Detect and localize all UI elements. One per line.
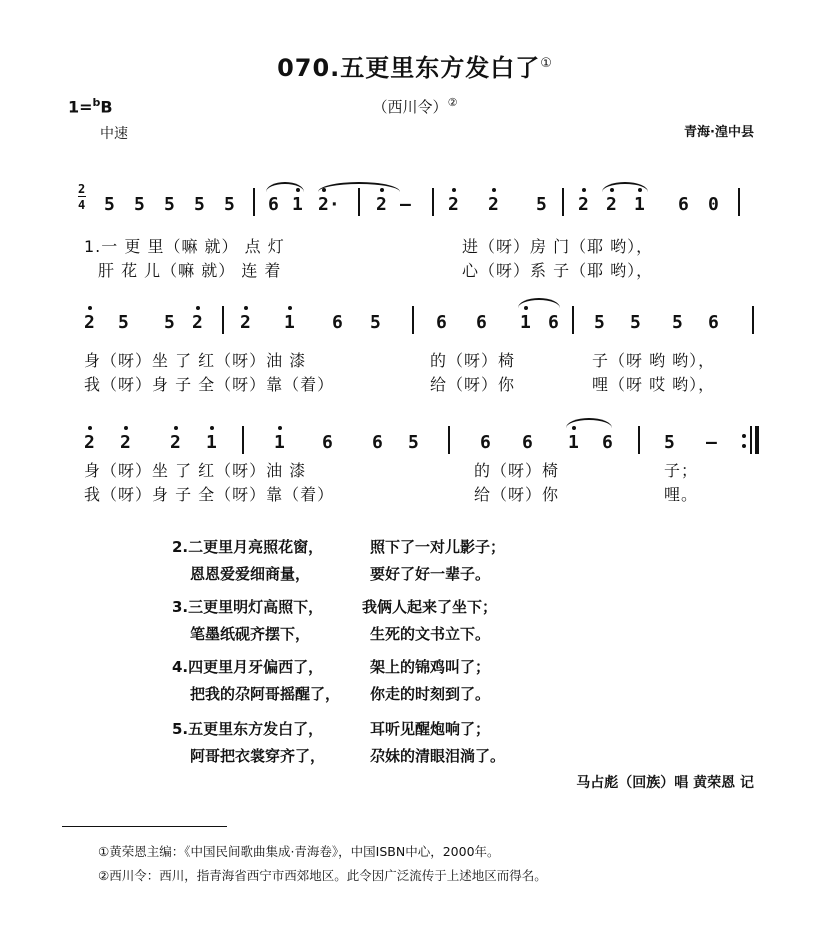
- bar-line: [638, 426, 640, 454]
- note: 1: [284, 312, 295, 333]
- verse-4-line-2a: 把我的尕阿哥摇醒了，: [190, 685, 341, 703]
- high-octave-dot: [244, 306, 248, 310]
- note: 6: [268, 194, 279, 215]
- bar-line: [412, 306, 414, 334]
- notation-line-1: [78, 182, 758, 224]
- note: 2: [84, 432, 95, 453]
- verse-5-line-1a: 5.五更里东方发白了，: [172, 720, 324, 738]
- verse-2-line-1b: 照下了一对儿影子；: [370, 538, 506, 556]
- verse-5-line-2b: 尕妹的清眼泪淌了。: [370, 747, 506, 765]
- slur: [602, 182, 648, 192]
- notation-line-2: [78, 312, 758, 342]
- note: 2: [240, 312, 251, 333]
- lyric-line-1b: 肝 花 儿（嘛 就） 连 着: [98, 261, 282, 280]
- song-subtitle: （西川令）②: [372, 96, 458, 116]
- note: 2: [192, 312, 203, 333]
- footnote-1: ①黄荣恩主编：《中国民间歌曲集成·青海卷》，中国ISBN中心，2000年。: [98, 844, 500, 859]
- bar-line: [572, 306, 574, 334]
- time-signature-bottom: 4: [78, 198, 86, 212]
- note: 5: [118, 312, 129, 333]
- verse-3-line-1a: 3.三更里明灯高照下，: [172, 598, 324, 616]
- verse-2-line-2b: 要好了好一辈子。: [370, 565, 491, 583]
- note: 5: [104, 194, 115, 215]
- lyric-line-2b-end: 哩（呀 哎 哟），: [592, 375, 716, 394]
- footnote-2: ②西川令：西川，指青海省西宁市西郊地区。此令因广泛流传于上述地区而得名。: [98, 868, 547, 883]
- note: 2: [606, 194, 617, 215]
- lyric-line-3b-end: 哩。: [664, 485, 699, 504]
- high-octave-dot: [492, 188, 496, 192]
- lyric-line-3b: 我（呀）身 子 全（呀）靠（着）: [84, 485, 335, 504]
- note: –: [706, 432, 717, 453]
- verse-3-line-1b: 我俩人起来了坐下；: [362, 598, 498, 616]
- verse-2-line-1a: 2.二更里月亮照花窗，: [172, 538, 324, 556]
- subtitle-footnote-mark: ②: [447, 96, 458, 109]
- high-octave-dot: [210, 426, 214, 430]
- note: 6: [548, 312, 559, 333]
- note: 6: [436, 312, 447, 333]
- note: 6: [476, 312, 487, 333]
- note: 5: [194, 194, 205, 215]
- footnote-divider: [62, 826, 227, 827]
- high-octave-dot: [124, 426, 128, 430]
- verse-4-line-1b: 架上的锦鸡叫了；: [370, 658, 491, 676]
- note: 5: [594, 312, 605, 333]
- bar-line: [253, 188, 255, 216]
- verse-5-line-2a: 阿哥把衣裳穿齐了，: [190, 747, 326, 765]
- note: 6: [372, 432, 383, 453]
- verse-4-line-2b: 你走的时刻到了。: [370, 685, 491, 703]
- verse-3-line-2b: 生死的文书立下。: [370, 625, 491, 643]
- note: 6: [678, 194, 689, 215]
- note: 2: [376, 194, 387, 215]
- note: 5: [164, 194, 175, 215]
- high-octave-dot: [88, 306, 92, 310]
- note: 5: [536, 194, 547, 215]
- high-octave-dot: [582, 188, 586, 192]
- tempo-marking: 中速: [100, 126, 128, 142]
- high-octave-dot: [452, 188, 456, 192]
- verse-4-line-1a: 4.四更里月牙偏西了，: [172, 658, 324, 676]
- high-octave-dot: [278, 426, 282, 430]
- region-label: 青海·湟中县: [684, 125, 754, 140]
- note: 6: [522, 432, 533, 453]
- bar-line: [432, 188, 434, 216]
- repeat-bar-thick: [755, 426, 759, 454]
- bar-line: [752, 306, 754, 334]
- lyric-line-3a-end: 子；: [664, 461, 699, 480]
- lyric-line-1b-end: 心（呀）系 子（耶 哟），: [462, 261, 654, 280]
- title-footnote-mark: ①: [540, 56, 553, 71]
- verse-2-line-2a: 恩恩爱爱细商量，: [190, 565, 311, 583]
- bar-line: [222, 306, 224, 334]
- high-octave-dot: [174, 426, 178, 430]
- lyric-line-2a-end: 子（呀 哟 哟），: [592, 351, 716, 370]
- lyric-line-3a: 身（呀）坐 了 红（呀）油 漆: [84, 461, 307, 480]
- note: 1: [206, 432, 217, 453]
- lyric-line-1a-end: 进（呀）房 门（耶 哟），: [462, 237, 654, 256]
- note: 6: [708, 312, 719, 333]
- note: 0: [708, 194, 719, 215]
- note: 5: [630, 312, 641, 333]
- note: 5: [672, 312, 683, 333]
- lyric-line-3b-mid: 给（呀）你: [474, 485, 560, 504]
- note: 1: [292, 194, 303, 215]
- high-octave-dot: [288, 306, 292, 310]
- note: 5: [664, 432, 675, 453]
- lyric-line-3a-mid: 的（呀）椅: [474, 461, 560, 480]
- time-signature-top: 2: [78, 182, 86, 196]
- key-signature: 1=$^b$B: [68, 96, 113, 117]
- note: 2: [170, 432, 181, 453]
- note: 2: [120, 432, 131, 453]
- bar-line: [358, 188, 360, 216]
- bar-line: [738, 188, 740, 216]
- note: 2: [84, 312, 95, 333]
- flat-sign: b: [92, 96, 101, 109]
- slur: [566, 418, 612, 428]
- lyric-line-2a: 身（呀）坐 了 红（呀）油 漆: [84, 351, 307, 370]
- note: 5: [224, 194, 235, 215]
- performer-credit: 马占彪（回族）唱 黄荣恩 记: [576, 775, 754, 791]
- lyric-line-2b-mid: 给（呀）你: [430, 375, 516, 394]
- note: 2: [578, 194, 589, 215]
- note: 5: [408, 432, 419, 453]
- lyric-line-1a: 1.一 更 里（嘛 就） 点 灯: [84, 237, 285, 256]
- note: 2: [448, 194, 459, 215]
- note: 5: [134, 194, 145, 215]
- note: 1: [568, 432, 579, 453]
- bar-line: [562, 188, 564, 216]
- lyric-line-2b: 我（呀）身 子 全（呀）靠（着）: [84, 375, 335, 394]
- high-octave-dot: [196, 306, 200, 310]
- lyric-line-2a-mid: 的（呀）椅: [430, 351, 516, 370]
- song-title: 070.五更里东方发白了①: [277, 54, 553, 82]
- bar-line: [448, 426, 450, 454]
- note: 1: [634, 194, 645, 215]
- high-octave-dot: [380, 188, 384, 192]
- high-octave-dot: [88, 426, 92, 430]
- slur: [518, 298, 560, 308]
- repeat-dot: [742, 434, 746, 438]
- repeat-bar-thin: [750, 426, 752, 454]
- bar-line: [242, 426, 244, 454]
- note: 5: [164, 312, 175, 333]
- slur: [266, 182, 304, 192]
- note: 1: [274, 432, 285, 453]
- note: 2·: [318, 194, 340, 215]
- verse-5-line-1b: 耳听见醒炮响了；: [370, 720, 491, 738]
- note: 2: [488, 194, 499, 215]
- repeat-dot: [742, 444, 746, 448]
- note: 5: [370, 312, 381, 333]
- verse-3-line-2a: 笔墨纸砚齐摆下，: [190, 625, 311, 643]
- note: 1: [520, 312, 531, 333]
- note: 6: [602, 432, 613, 453]
- note: 6: [322, 432, 333, 453]
- time-signature-rule: [78, 196, 86, 197]
- note: 6: [332, 312, 343, 333]
- note: 6: [480, 432, 491, 453]
- note: –: [400, 194, 411, 215]
